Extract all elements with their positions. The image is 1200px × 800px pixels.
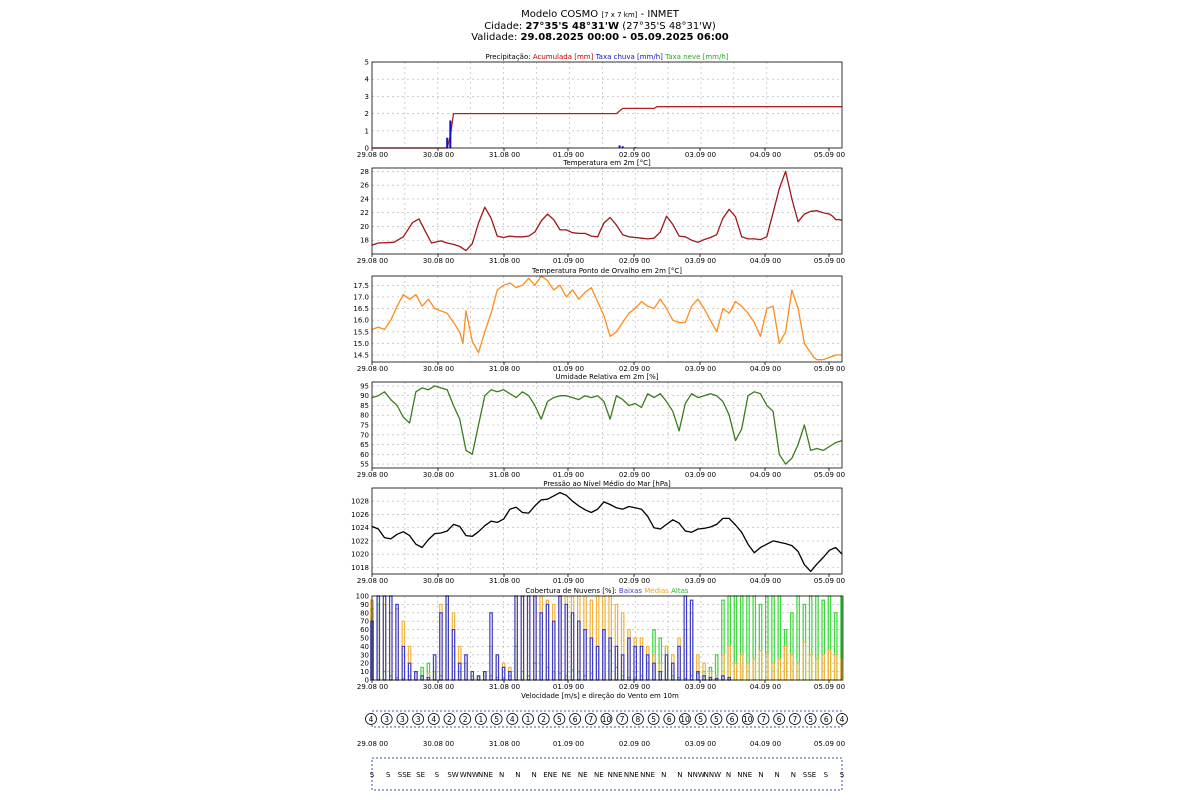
pres-xtick-label: 01.09 00	[552, 577, 585, 585]
model-name: Modelo COSMO	[521, 9, 599, 20]
clouds-title	[525, 587, 688, 595]
clouds-ytick-label: 60	[360, 626, 369, 635]
clouds-ytick-label: 10	[360, 668, 369, 677]
wind-speed-label: 7	[619, 715, 625, 724]
clouds-ytick-label: 40	[360, 642, 369, 651]
precip-xtick-label: 03.09 00	[684, 151, 717, 159]
temp-panel	[357, 159, 845, 265]
rh-xtick-label: 03.09 00	[684, 471, 717, 479]
city-coords: 27°35'S 48°31'W	[525, 21, 619, 32]
rh-ytick-label: 65	[360, 441, 369, 450]
precip-xtick-label: 05.09 00	[813, 151, 846, 159]
pres-ytick-label: 1024	[351, 524, 369, 533]
clouds-ytick-label: 90	[360, 600, 369, 609]
wind-speed-label: 7	[588, 715, 594, 724]
dew-ytick-label: 15.5	[353, 328, 369, 337]
temp-ytick-label: 24	[360, 195, 369, 204]
rh-xtick-label: 05.09 00	[813, 471, 846, 479]
wind-direction-label: NNE	[623, 771, 639, 779]
wind-speed-label: 2	[541, 715, 547, 724]
clouds-xtick-label: 31.08 00	[488, 683, 521, 691]
wind-direction-label: S	[385, 771, 391, 779]
wind-direction-label: NNW	[703, 771, 722, 779]
wind-speed-label: 4	[368, 715, 374, 724]
wind-speed-label: 7	[792, 715, 798, 724]
wind-direction-label: NNE	[477, 771, 493, 779]
wind-speed-label: 2	[447, 715, 452, 724]
wind-speed-label: 2	[462, 715, 468, 724]
clouds-xtick-label: 05.09 00	[813, 683, 846, 691]
precip-title	[485, 53, 728, 61]
wind-xtick-label: 03.09 00	[684, 740, 717, 748]
clouds-xtick-label: 04.09 00	[749, 683, 782, 691]
precip-xtick-label: 31.08 00	[488, 151, 521, 159]
temp-xtick-label: 31.08 00	[488, 257, 521, 265]
temp-ytick-label: 28	[360, 167, 369, 176]
temp-xtick-label: 05.09 00	[813, 257, 846, 265]
rh-ytick-label: 55	[360, 460, 369, 469]
temp-xtick-label: 04.09 00	[749, 257, 782, 265]
precip-plot-area	[372, 62, 842, 148]
dew-ytick-label: 16.0	[353, 316, 369, 325]
temp-xtick-label: 02.09 00	[618, 257, 651, 265]
rh-ytick-label: 60	[360, 450, 369, 459]
precip-xtick-label: 02.09 00	[618, 151, 651, 159]
dew-xtick-label: 05.09 00	[813, 365, 846, 373]
clouds-ytick-label: 30	[360, 651, 369, 660]
dew-xtick-label: 03.09 00	[684, 365, 717, 373]
temp-xtick-label: 03.09 00	[684, 257, 717, 265]
wind-direction-label: SSE	[802, 771, 817, 779]
wind-direction-label: N	[499, 771, 505, 779]
temp-xtick-label: 29.08 00	[356, 257, 389, 265]
dew-ytick-label: 17.0	[353, 293, 369, 302]
precip-xtick-label: 29.08 00	[356, 151, 389, 159]
wind-direction-label: SW	[447, 771, 459, 779]
clouds-title-segment: Cobertura de Nuvens [%]:	[525, 587, 617, 595]
wind-speed-label: 1	[478, 715, 484, 724]
clouds-xtick-label: 02.09 00	[618, 683, 651, 691]
wind-speed-label: 10	[743, 715, 753, 724]
precip-ytick-label: 1	[364, 127, 369, 136]
dew-ytick-label: 17.5	[353, 281, 369, 290]
clouds-xtick-label: 03.09 00	[684, 683, 717, 691]
wind-direction-label: WNW	[459, 771, 479, 779]
precip-xtick-label: 01.09 00	[552, 151, 585, 159]
clouds-ytick-label: 80	[360, 609, 369, 618]
wind-direction-label: S	[434, 771, 440, 779]
dew-xtick-label: 31.08 00	[488, 365, 521, 373]
precip-title-segment: Taxa chuva [mm/h]	[593, 53, 663, 61]
wind-speed-label: 6	[776, 715, 782, 724]
wind-direction-label: ENE	[543, 771, 558, 779]
city-coords-alt: (27°35'S 48°31'W)	[622, 21, 716, 32]
wind-direction-label: N	[515, 771, 521, 779]
precip-title-segment: Acumulada [mm]	[530, 53, 594, 61]
wind-direction-label: NE	[561, 771, 572, 779]
pres-xtick-label: 05.09 00	[813, 577, 846, 585]
pres-xtick-label: 04.09 00	[749, 577, 782, 585]
wind-speed-label: 8	[635, 715, 641, 724]
rain-rate-bar	[446, 138, 448, 148]
wind-direction-label: NNW	[687, 771, 705, 779]
clouds-ytick-label: 100	[355, 592, 369, 601]
wind-speed-label: 5	[714, 715, 719, 724]
temp-ytick-label: 26	[360, 181, 369, 190]
wind-speed-label: 7	[761, 715, 766, 724]
wind-xtick-label: 29.08 00	[356, 740, 389, 748]
clouds-xtick-label: 30.08 00	[422, 683, 455, 691]
temp-xtick-label: 01.09 00	[552, 257, 585, 265]
precip-title-segment: Taxa neve [mm/h]	[662, 53, 729, 61]
wind-direction-label: N	[677, 771, 683, 779]
wind-direction-label: NNE	[737, 771, 753, 779]
temp-ytick-label: 20	[360, 222, 369, 231]
dew-panel	[353, 267, 845, 373]
precip-ytick-label: 2	[364, 110, 369, 119]
rh-xtick-label: 30.08 00	[422, 471, 455, 479]
wind-speed-label: 6	[666, 715, 672, 724]
pres-xtick-label: 31.08 00	[488, 577, 521, 585]
wind-speed-label: 4	[839, 715, 845, 724]
wind-speed-label: 5	[494, 715, 499, 724]
rh-xtick-label: 04.09 00	[749, 471, 782, 479]
wind-direction-label: NE	[577, 771, 588, 779]
wind-direction-label: NE	[594, 771, 604, 779]
rh-ytick-label: 70	[360, 431, 369, 440]
wind-title: Velocidade [m/s] e direção do Vento em 10m	[521, 692, 679, 700]
pres-plot-area	[372, 488, 842, 574]
wind-speed-label: 5	[651, 715, 656, 724]
wind-speed-label: 5	[808, 715, 813, 724]
clouds-title-segment: Baixas	[616, 587, 643, 595]
temp-ytick-label: 18	[360, 236, 369, 245]
clouds-xtick-label: 29.08 00	[356, 683, 389, 691]
wind-speed-label: 6	[729, 715, 735, 724]
dew-plot-area	[372, 276, 842, 362]
clouds-panel	[356, 587, 845, 691]
temp-xtick-label: 30.08 00	[422, 257, 455, 265]
temp-ytick-label: 22	[360, 209, 369, 218]
pres-panel	[351, 480, 845, 585]
dew-title: Temperatura Ponto de Orvalho em 2m [°C]	[531, 267, 683, 275]
model-resolution: [7 x 7 km]	[601, 11, 638, 19]
pres-xtick-label: 30.08 00	[422, 577, 455, 585]
wind-speed-label: 1	[525, 715, 531, 724]
temp-title: Temperatura em 2m [°C]	[563, 159, 651, 167]
rh-xtick-label: 29.08 00	[356, 471, 389, 479]
wind-xtick-label: 01.09 00	[552, 740, 585, 748]
city-label: Cidade:	[484, 21, 523, 32]
wind-direction-label: N	[661, 771, 667, 779]
pres-ytick-label: 1022	[351, 537, 369, 546]
clouds-title-segment: Médias	[642, 587, 669, 595]
dew-xtick-label: 30.08 00	[422, 365, 455, 373]
rh-title: Umidade Relativa em 2m [%]	[555, 373, 659, 381]
dew-ytick-label: 14.5	[353, 351, 369, 360]
dew-ytick-label: 15.0	[353, 339, 369, 348]
precip-ytick-label: 5	[364, 58, 369, 67]
validity-label: Validade:	[471, 32, 518, 43]
wind-speed-label: 10	[601, 715, 612, 724]
precip-panel	[357, 53, 845, 159]
wind-direction-label: N	[774, 771, 780, 779]
pres-xtick-label: 02.09 00	[618, 577, 651, 585]
pres-title: Pressão ao Nível Médio do Mar [hPa]	[543, 480, 671, 488]
wind-speed-label: 10	[680, 715, 690, 724]
dew-xtick-label: 04.09 00	[749, 365, 782, 373]
wind-speed-label: 5	[698, 715, 704, 724]
pres-xtick-label: 03.09 00	[684, 577, 717, 585]
wind-direction-label: SE	[416, 771, 426, 779]
rh-xtick-label: 02.09 00	[618, 471, 651, 479]
clouds-ytick-label: 70	[360, 617, 369, 626]
pres-ytick-label: 1018	[351, 563, 369, 572]
clouds-xtick-label: 01.09 00	[552, 683, 585, 691]
clouds-title-segment: Altas	[668, 587, 689, 595]
wind-direction-label: S	[369, 771, 375, 779]
dew-xtick-label: 02.09 00	[618, 365, 651, 373]
clouds-ytick-label: 0	[364, 676, 369, 685]
wind-direction-label: N	[725, 771, 732, 779]
wind-speed-label: 5	[557, 715, 562, 724]
rh-xtick-label: 31.08 00	[488, 471, 521, 479]
wind-direction-label: N	[531, 771, 537, 779]
wind-direction-label: NNE	[607, 771, 623, 779]
precip-xtick-label: 04.09 00	[749, 151, 782, 159]
dew-xtick-label: 01.09 00	[552, 365, 585, 373]
wind-direction-label: S	[823, 771, 829, 779]
model-org: - INMET	[640, 9, 679, 20]
precip-ytick-label: 4	[364, 75, 369, 84]
rh-panel	[357, 373, 845, 479]
wind-panel	[357, 692, 848, 790]
rh-ytick-label: 85	[360, 401, 369, 410]
wind-direction-label: S	[839, 771, 845, 779]
pres-ytick-label: 1026	[351, 510, 369, 519]
rh-ytick-label: 90	[360, 392, 369, 401]
wind-xtick-label: 02.09 00	[618, 740, 651, 748]
rh-ytick-label: 80	[360, 411, 369, 420]
dew-xtick-label: 29.08 00	[356, 365, 389, 373]
precip-ytick-label: 0	[364, 144, 369, 153]
wind-speed-label: 3	[384, 715, 390, 724]
pres-ytick-label: 1020	[351, 550, 369, 559]
wind-xtick-label: 04.09 00	[749, 740, 782, 748]
precip-ytick-label: 3	[364, 92, 369, 101]
wind-speed-label: 3	[415, 715, 421, 724]
wind-xtick-label: 05.09 00	[813, 740, 846, 748]
precip-title-segment: Precipitação:	[485, 53, 531, 61]
pres-ytick-label: 1028	[351, 497, 369, 506]
rh-ytick-label: 75	[360, 421, 369, 430]
wind-direction-label: N	[790, 771, 797, 779]
dew-ytick-label: 16.5	[353, 305, 369, 314]
wind-speed-label: 3	[400, 715, 405, 724]
wind-speed-label: 4	[431, 715, 437, 724]
wind-xtick-label: 30.08 00	[422, 740, 455, 748]
pres-xtick-label: 29.08 00	[356, 577, 389, 585]
wind-speed-label: 6	[572, 715, 578, 724]
clouds-ytick-label: 50	[360, 634, 369, 643]
wind-speed-label: 4	[509, 715, 515, 724]
validity-range: 29.08.2025 00:00 - 05.09.2025 06:00	[520, 32, 729, 43]
precip-xtick-label: 30.08 00	[422, 151, 455, 159]
wind-speed-label: 6	[823, 715, 829, 724]
clouds-ytick-label: 20	[360, 659, 369, 668]
wind-direction-label: SSE	[397, 771, 412, 779]
wind-direction-label: N	[758, 771, 764, 779]
wind-xtick-label: 31.08 00	[488, 740, 521, 748]
rain-rate-bar	[449, 120, 451, 148]
wind-direction-label: NNE	[640, 771, 655, 779]
rh-ytick-label: 95	[360, 382, 369, 391]
rh-xtick-label: 01.09 00	[552, 471, 585, 479]
